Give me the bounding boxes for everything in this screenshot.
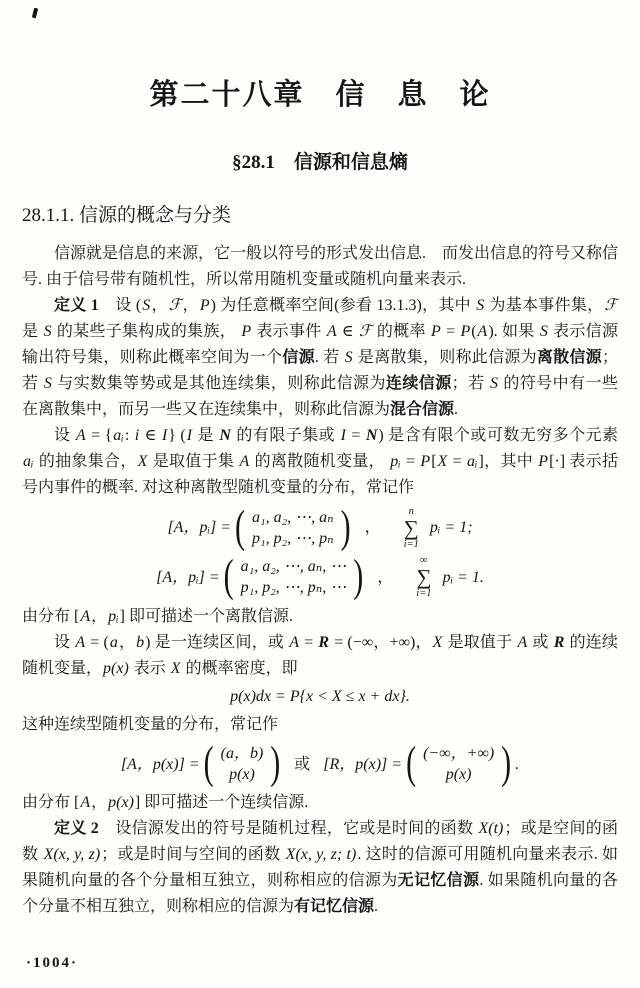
- text-segment: =: [401, 453, 420, 470]
- sigma-icon: ∑: [416, 564, 432, 589]
- text-segment: 的概率密度，即: [181, 660, 298, 678]
- matrix-row-probabilities: p₁, p₂, ⋯, pₙ: [252, 530, 334, 548]
- text-segment: = (: [86, 634, 109, 652]
- formula-lhs: [A，pᵢ] =: [156, 568, 220, 586]
- text-segment: ，: [151, 297, 168, 314]
- text-segment: 表示事件: [252, 323, 326, 340]
- text-segment: [: [431, 453, 437, 470]
- text-segment: =: [441, 323, 460, 340]
- text-segment: A: [477, 323, 488, 340]
- right-paren: ): [501, 738, 512, 789]
- summation: [416, 555, 431, 599]
- formula-separator: ，: [377, 568, 394, 586]
- text-segment: 由分布 [: [22, 794, 80, 812]
- paragraph-continuous-conclusion: [22, 790, 618, 816]
- text-segment: A: [80, 794, 91, 812]
- text-segment: =: [300, 634, 318, 652]
- text-segment: p(x): [108, 794, 134, 812]
- text-segment: 与实数集等势或是其他连续集，则称此信源为: [52, 375, 386, 392]
- text-segment: X: [137, 453, 148, 470]
- text-segment: 无记忆信源: [397, 872, 480, 890]
- text-segment: i: [134, 427, 140, 444]
- paragraph-continuous-setup: [22, 630, 618, 682]
- text-segment: 的离散随机变量，: [250, 453, 390, 470]
- formula-separator: ，: [364, 519, 381, 537]
- text-segment: P: [431, 323, 441, 340]
- text-segment: aᵢ: [466, 453, 478, 470]
- left-paren: (: [203, 738, 214, 789]
- text-segment: 是离散集，则称此信源为: [353, 349, 537, 366]
- text-segment: 为基本事件集，: [485, 297, 604, 314]
- text-segment: ℱ: [604, 297, 617, 314]
- formula-discrete-infinite: [22, 551, 618, 602]
- text-segment: ，: [91, 794, 108, 812]
- text-segment: S: [43, 323, 52, 340]
- text-segment: 设信源发出的符号是随机过程，它或是时间的函数: [98, 820, 478, 838]
- text-segment: S: [476, 297, 485, 314]
- text-segment: 的抽象集合，: [34, 453, 137, 470]
- text-segment: ) 是含有限个或可数无穷多个元素: [378, 427, 618, 444]
- text-segment: I: [186, 427, 193, 444]
- text-segment: = {: [86, 427, 113, 444]
- text-segment: ∈: [337, 323, 359, 340]
- text-segment: . 若: [314, 349, 344, 366]
- text-segment: a: [109, 634, 118, 652]
- distribution-matrix: [238, 556, 350, 598]
- formula-lhs: [A，pᵢ] =: [167, 519, 231, 537]
- paragraph-definition-2: [22, 816, 618, 920]
- text-segment: I: [340, 427, 346, 444]
- subsection-title: 28.1.1. 信源的概念与分类: [22, 205, 232, 226]
- text-segment: ，: [182, 297, 199, 314]
- right-paren: ): [353, 551, 364, 602]
- text-segment: R: [553, 634, 565, 652]
- text-segment: S: [539, 323, 548, 340]
- page-content: [0, 200, 640, 920]
- matrix-row-interval: (−∞，+∞): [423, 745, 495, 763]
- text-segment: (: [471, 323, 477, 340]
- paragraph-discrete-conclusion: [22, 604, 618, 630]
- text-segment: . 这时的信源可用随机向量来表示. 如果随机向量的各个分量相互独立，则称相应的信源为: [22, 846, 618, 890]
- text-segment: X(t): [478, 820, 504, 838]
- text-segment: 表示: [129, 660, 170, 678]
- paragraph-intro: [22, 241, 618, 293]
- text-segment: R: [318, 634, 330, 652]
- text-segment: aᵢ: [113, 427, 124, 444]
- paragraph-definition-1: [22, 293, 618, 423]
- text-segment: S: [142, 297, 151, 314]
- sum-upper-limit: n: [408, 506, 414, 517]
- text-segment: A: [517, 634, 528, 652]
- sum-upper-limit: ∞: [420, 555, 428, 567]
- formula-discrete-finite: [22, 502, 618, 553]
- text-segment: 由分布 [: [22, 608, 80, 626]
- text-segment: X: [170, 660, 181, 678]
- left-paren: (: [406, 738, 417, 789]
- or-connective: 或: [294, 755, 311, 773]
- text-segment: ). 如果: [488, 323, 539, 340]
- text-segment: . 如果随机向量的各个分量不相互独立，则称相应的信源为: [22, 872, 618, 916]
- text-segment: P: [420, 453, 431, 470]
- sum-lower-limit: i=1: [403, 538, 419, 550]
- text-segment: 设: [54, 427, 75, 444]
- text-segment: S: [43, 375, 52, 392]
- text-segment: =: [448, 453, 466, 470]
- text-segment: .: [374, 898, 379, 916]
- text-segment: 是取值于集: [148, 453, 239, 470]
- left-paren: (: [223, 551, 234, 602]
- text-segment: pᵢ: [108, 608, 119, 626]
- text-segment: P: [460, 323, 471, 340]
- text-segment: A: [75, 427, 86, 444]
- text-segment: S: [489, 375, 498, 392]
- text-segment: X: [432, 634, 443, 652]
- formula-lhs: [A，p(x)] =: [120, 755, 200, 773]
- matrix-row-density: p(x): [229, 766, 255, 784]
- text-segment: X(x, y, z): [43, 846, 101, 864]
- text-segment: b: [136, 634, 145, 652]
- text-segment: 的有限子集或: [231, 427, 340, 444]
- formula-density: p(x)dx = P{x < X ≤ x + dx}.: [230, 688, 410, 706]
- distribution-matrix: [249, 507, 337, 549]
- matrix-row-probabilities: p₁, p₂, ⋯, pₙ, ⋯: [240, 579, 347, 597]
- text-segment: ) 为任意概率空间(参看 13.1.3)，其中: [210, 297, 476, 314]
- section-title: §28.1 信源和信息熵: [232, 152, 408, 173]
- text-segment: X: [437, 453, 448, 470]
- text-segment: A: [80, 608, 91, 626]
- matrix-row-symbols: a₁, a₂, ⋯, aₙ: [252, 509, 334, 527]
- text-segment: P: [241, 323, 252, 340]
- text-segment: 是: [22, 323, 43, 340]
- text-segment: 是: [193, 427, 219, 444]
- text-segment: A: [326, 323, 337, 340]
- paragraph-continuous-notation: [22, 712, 618, 738]
- text-segment: aᵢ: [23, 453, 34, 470]
- text-segment: = (−∞，+∞)，: [330, 634, 432, 652]
- distribution-matrix: [218, 743, 267, 785]
- text-segment: ，: [91, 608, 108, 626]
- page-number: ·1004·: [26, 955, 79, 971]
- text-segment: 这种连续型随机变量的分布，常记作: [22, 716, 279, 734]
- formula-period: .: [515, 755, 520, 773]
- text-segment: 是取值于: [443, 634, 517, 652]
- text-segment: A: [239, 453, 250, 470]
- text-segment: pᵢ: [390, 453, 401, 470]
- text-segment: 表示信源输出符号集，则称此概率空间为一个: [22, 323, 618, 366]
- text-segment: 定义 2: [54, 820, 99, 838]
- text-segment: A: [289, 634, 299, 652]
- text-segment: 的某些子集构成的集族，: [52, 323, 241, 340]
- text-segment: 离散信源: [536, 349, 602, 366]
- right-paren: ): [340, 502, 351, 553]
- text-segment: 或: [528, 634, 553, 652]
- text-segment: ] 即可描述一个离散信源.: [119, 608, 294, 626]
- text-segment: 混合信源: [390, 401, 455, 418]
- text-segment: 的概率: [372, 323, 431, 340]
- right-paren: ): [270, 738, 281, 789]
- text-segment: [·] 表示括号内事件的概率. 对这种离散型随机变量的分布，常记作: [22, 453, 618, 496]
- text-segment: ]，其中: [478, 453, 538, 470]
- text-segment: 的连续随机变量，: [22, 634, 618, 678]
- text-segment: 设: [54, 634, 75, 652]
- text-segment: :: [124, 427, 134, 444]
- text-segment: N: [365, 427, 378, 444]
- text-segment: 连续信源: [385, 375, 452, 392]
- formula-lhs: [R，p(x)] =: [323, 755, 403, 773]
- text-segment: ；若: [22, 349, 618, 392]
- formula-rhs: pᵢ = 1;: [429, 519, 473, 537]
- text-segment: 有记忆信源: [294, 898, 375, 916]
- sum-lower-limit: i=1: [416, 587, 432, 599]
- text-segment: 信源: [282, 349, 315, 366]
- matrix-row-interval: (a，b): [220, 745, 264, 763]
- text-segment: ∈: [140, 427, 161, 444]
- text-segment: 设 (: [98, 297, 142, 314]
- formula-continuous-distribution: [22, 738, 618, 789]
- chapter-title: 第二十八章 信 息 论: [149, 79, 491, 111]
- text-segment: ；若: [451, 375, 489, 392]
- text-segment: p(x): [103, 660, 129, 678]
- text-segment: ℱ: [359, 323, 372, 340]
- text-segment: 定义 1: [54, 297, 99, 314]
- text-segment: A: [75, 634, 86, 652]
- text-segment: 信源就是信息的来源，它一般以符号的形式发出信息. 而发出信息的符号又称信号. 由于信号带有随机性，所以常用随机变量或随机向量来表示.: [22, 245, 619, 288]
- text-segment: P: [199, 297, 210, 314]
- text-segment: .: [454, 401, 459, 418]
- text-segment: X(x, y, z; t): [285, 846, 357, 864]
- formula-rhs: pᵢ = 1.: [442, 568, 484, 586]
- text-segment: I: [161, 427, 168, 444]
- text-segment: 的符号中有一些在离散集中，而另一些又在连续集中，则称此信源为: [22, 375, 618, 418]
- text-segment: ；或是时间与空间的函数: [101, 846, 285, 864]
- summation: [404, 506, 419, 550]
- text-segment: =: [346, 427, 365, 444]
- text-segment: P: [538, 453, 549, 470]
- text-segment: S: [344, 349, 353, 366]
- matrix-row-symbols: a₁, a₂, ⋯, aₙ, ⋯: [240, 558, 347, 576]
- text-segment: } (: [168, 427, 186, 444]
- text-segment: ℱ: [168, 297, 182, 314]
- left-paren: (: [235, 502, 245, 553]
- paragraph-discrete-setup: [22, 423, 618, 501]
- text-segment: N: [219, 427, 231, 444]
- text-segment: ] 即可描述一个连续信源.: [134, 794, 309, 812]
- text-segment: ) 是一连续区间，或: [145, 634, 289, 652]
- distribution-matrix: [420, 743, 497, 785]
- sigma-icon: ∑: [403, 515, 419, 540]
- matrix-row-density: p(x): [445, 766, 472, 784]
- text-segment: ，: [118, 634, 136, 652]
- text-segment: ；或是空间的函数: [22, 820, 618, 864]
